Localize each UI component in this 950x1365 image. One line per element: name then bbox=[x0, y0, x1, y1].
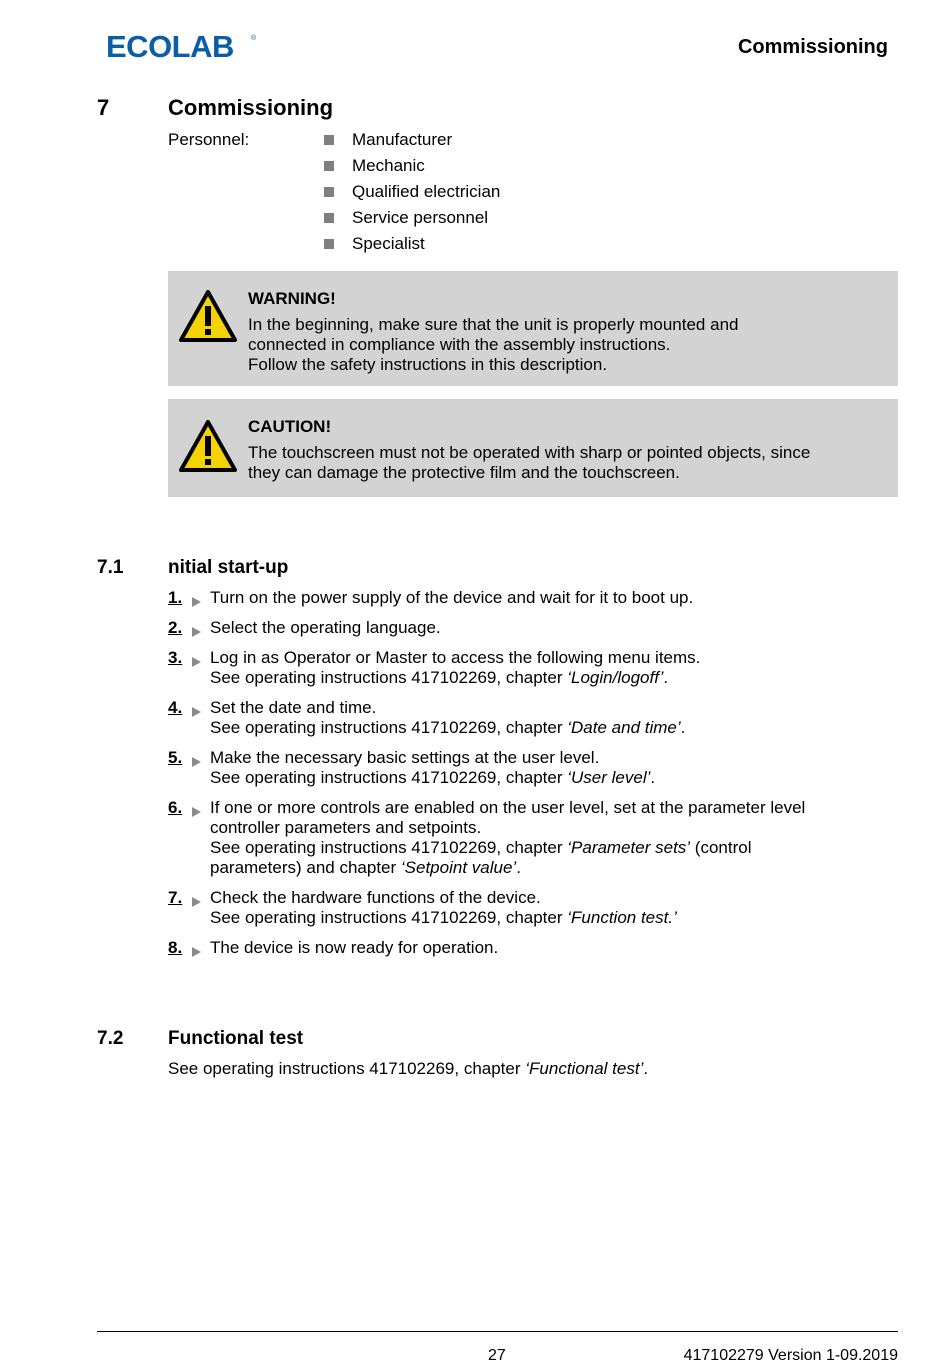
step-number: 2. bbox=[168, 618, 183, 637]
caution-title: CAUTION! bbox=[248, 417, 332, 436]
square-bullet-icon bbox=[324, 135, 334, 145]
step-arrow-icon bbox=[190, 706, 202, 718]
step-arrow-icon bbox=[190, 626, 202, 638]
step-arrow-icon bbox=[190, 806, 202, 818]
step-number: 4. bbox=[168, 698, 183, 717]
step-number: 8. bbox=[168, 938, 183, 957]
subsection-number: 7.2 bbox=[97, 1028, 124, 1049]
square-bullet-icon bbox=[324, 239, 334, 249]
step-arrow-icon bbox=[190, 656, 202, 668]
warning-triangle-icon bbox=[178, 419, 238, 473]
step-number: 5. bbox=[168, 748, 183, 767]
warning-title: WARNING! bbox=[248, 289, 336, 308]
caution-text: The touchscreen must not be operated with sharp or pointed objects, since they can damage the protective film and the touchscreen. bbox=[248, 443, 811, 482]
list-item: Mechanic bbox=[324, 156, 500, 182]
section-title: Commissioning bbox=[168, 95, 334, 120]
list-item: Service personnel bbox=[324, 208, 500, 234]
header-title: Commissioning bbox=[737, 36, 888, 58]
footer-divider bbox=[97, 1331, 898, 1332]
subsection-title: Functional test bbox=[168, 1028, 304, 1049]
step-arrow-icon bbox=[190, 756, 202, 768]
personnel-label: Personnel: bbox=[168, 130, 250, 149]
warning-text: In the beginning, make sure that the unit is properly mounted and connected in compliance with the assembly instructions. Follow the safety instructions in this description. bbox=[248, 315, 739, 374]
step-number: 7. bbox=[168, 888, 183, 907]
page-number: 27 bbox=[488, 1347, 506, 1364]
step-arrow-icon bbox=[190, 946, 202, 958]
list-item: Specialist bbox=[324, 234, 500, 260]
list-item: Manufacturer bbox=[324, 130, 500, 156]
personnel-list bbox=[324, 130, 500, 260]
warning-box bbox=[168, 271, 898, 386]
list-item: Qualified electrician bbox=[324, 182, 500, 208]
subsection-number: 7.1 bbox=[97, 557, 124, 578]
square-bullet-icon bbox=[324, 213, 334, 223]
step-number: 3. bbox=[168, 648, 183, 667]
square-bullet-icon bbox=[324, 161, 334, 171]
caution-box bbox=[168, 399, 898, 497]
functional-test-text: See operating instructions 417102269, chapter ‘Functional test’. bbox=[168, 1059, 649, 1078]
warning-triangle-icon bbox=[178, 289, 238, 343]
square-bullet-icon bbox=[324, 187, 334, 197]
svg-text:®: ® bbox=[251, 35, 256, 42]
step-number: 1. bbox=[168, 588, 183, 607]
step-arrow-icon bbox=[190, 596, 202, 608]
subsection-title: nitial start-up bbox=[168, 557, 289, 578]
document-version: 417102279 Version 1-09.2019 bbox=[683, 1347, 898, 1364]
ecolab-logo bbox=[106, 30, 256, 62]
step-number: 6. bbox=[168, 798, 183, 817]
section-number: 7 bbox=[97, 95, 110, 120]
step-arrow-icon bbox=[190, 896, 202, 908]
svg-text:ECOLAB: ECOLAB bbox=[106, 30, 234, 62]
